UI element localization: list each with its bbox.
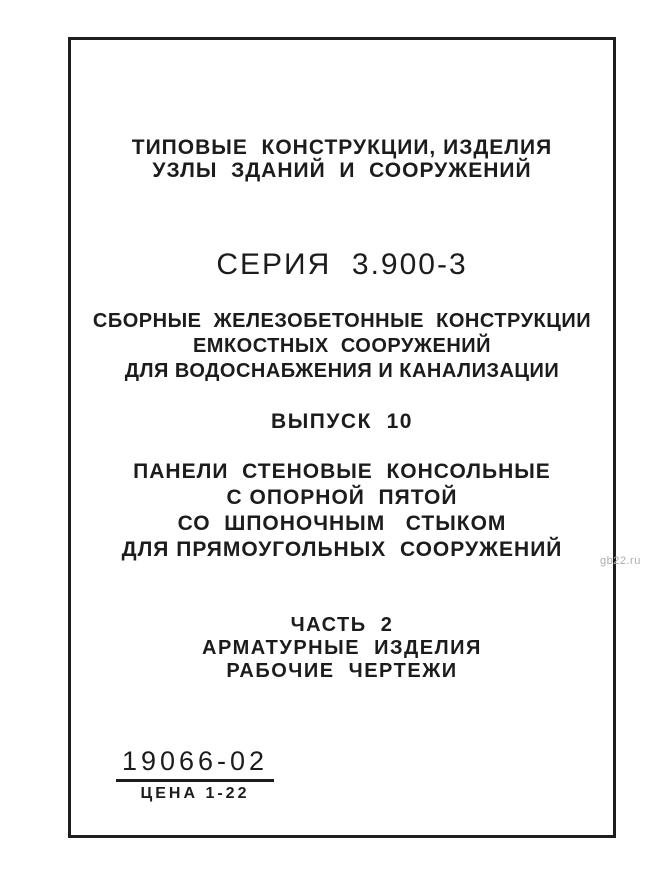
part-content-line: АРМАТУРНЫЕ ИЗДЕЛИЯ [202,637,482,659]
document-number: 19066-02 [116,746,274,782]
series-subtitle [71,309,613,384]
doc-type-line-2: УЗЛЫ ЗДАНИЙ И СООРУЖЕНИЙ [152,159,532,182]
subtitle-line-1: СБОРНЫЕ ЖЕЛЕЗОБЕТОННЫЕ КОНСТРУКЦИИ [92,310,592,332]
site-watermark: gb22.ru [600,555,641,567]
part-section [71,614,613,683]
document-number-block [111,746,279,803]
panel-title-line-3: СО ШПОНОЧНЫМ СТЫКОМ [177,512,507,535]
price-label: ЦЕНА 1-22 [140,785,250,802]
subtitle-line-3: ДЛЯ ВОДОСНАБЖЕНИЯ И КАНАЛИЗАЦИИ [124,360,560,382]
panel-title [71,459,613,563]
part-drawings-line: РАБОЧИЕ ЧЕРТЕЖИ [226,660,458,682]
subtitle-line-2: ЕМКОСТНЫХ СООРУЖЕНИЙ [192,335,492,357]
series-title: СЕРИЯ 3.900-3 [216,248,468,281]
doc-type-header [71,136,613,182]
part-number-line: ЧАСТЬ 2 [290,614,394,636]
page-border-frame [68,37,616,838]
panel-title-line-4: ДЛЯ ПРЯМОУГОЛЬНЫХ СООРУЖЕНИЙ [121,538,563,561]
issue-label: ВЫПУСК 10 [271,410,413,433]
panel-title-line-2: С ОПОРНОЙ ПЯТОЙ [226,486,458,509]
doc-type-line-1: ТИПОВЫЕ КОНСТРУКЦИИ, ИЗДЕЛИЯ [131,136,553,159]
panel-title-line-1: ПАНЕЛИ СТЕНОВЫЕ КОНСОЛЬНЫЕ [133,460,551,483]
